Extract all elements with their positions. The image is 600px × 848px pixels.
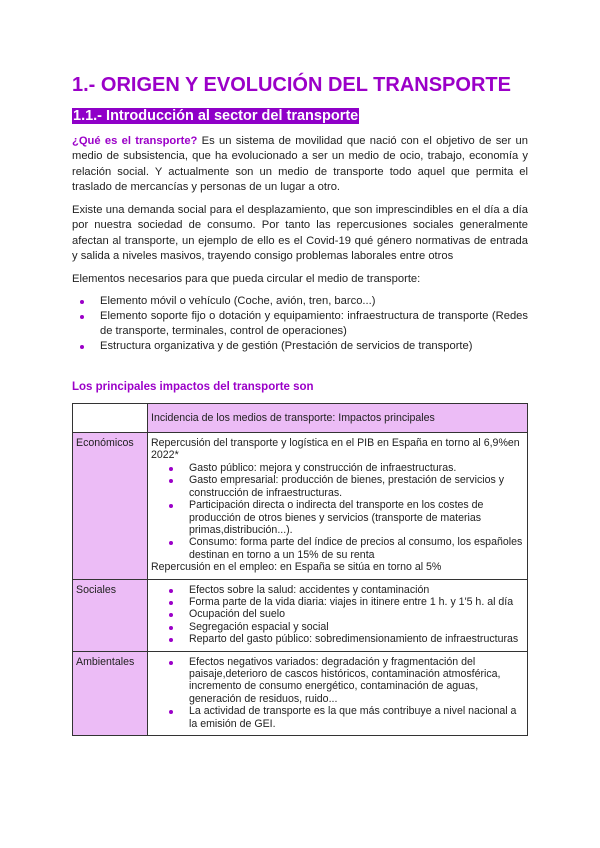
list-item: Ocupación del suelo	[189, 608, 524, 620]
list-item: Efectos negativos variados: degradación y fragmentación del paisaje,deterioro de cascos históricos, contaminación atmosférica, incremento de consumo energético, contaminación de aguas, generación de residuos, ruido...	[189, 656, 524, 706]
list-item: Reparto del gasto público: sobredimensionamiento de infraestructuras	[189, 633, 524, 645]
row-label: Sociales	[73, 579, 148, 651]
table-header: Incidencia de los medios de transporte: Impactos principales	[148, 403, 528, 432]
empty-cell	[73, 403, 148, 432]
table-row	[73, 403, 528, 432]
impacts-heading: Los principales impactos del transporte son	[72, 380, 314, 393]
list-item: Gasto empresarial: producción de bienes, prestación de servicios y construcción de infraestructuras.	[189, 474, 524, 499]
elements-list	[72, 294, 528, 354]
table-row	[73, 651, 528, 735]
paragraph-definition: ¿Qué es el transporte? Es un sistema de movilidad que nació con el objetivo de ser un medio de subsistencia, que ha evolucionado a ser un medio de ocio, trabajo, economía y relación social. Y actualmente son un medio de transporte todo aquel que permita el traslado de mercancías y personas de un lugar a otro.	[72, 135, 528, 193]
document-page	[72, 72, 528, 736]
paragraph-demand: Existe una demanda social para el desplazamiento, que son imprescindibles en el día a día por nuestra sociedad de consumo. Por tanto las repercusiones sociales generalmente afectan al transporte, un ejemplo de ello es el Covid-19 qué género normativas de entrada y salida a niveles masivos, trayendo consigo problemas laborales entre otros	[72, 204, 528, 263]
question-highlight: ¿Qué es el transporte?	[72, 135, 198, 147]
list-item: Participación directa o indirecta del transporte en los costes de producción de otros bienes y servicios (transporte de materias primas,distribución...).	[189, 499, 524, 536]
row-content: Repercusión del transporte y logística en el PIB en España en torno al 6,9%en 2022* Gasto público: mejora y construcción de infraestructuras. Gasto empresarial: producción de bienes, prestación de servicios y construcción de infraestructuras. Participación directa o indirecta del transporte en los costes de producción de otros bienes y servicios (transporte de materias primas,distribución...). Consumo: forma parte del índice de precios al consumo, los españoles destinan en torno a un 15% de su renta Repercusión en el empleo: en España se sitúa en torno al 5%	[148, 433, 528, 579]
list-item: La actividad de transporte es la que más contribuye a nivel nacional a la emisión de GEI.	[189, 705, 524, 730]
list-item: Estructura organizativa y de gestión (Prestación de servicios de transporte)	[100, 339, 528, 354]
table-row	[73, 579, 528, 651]
paragraph-elements-intro: Elementos necesarios para que pueda circular el medio de transporte:	[72, 273, 421, 286]
list-item: Elemento móvil o vehículo (Coche, avión, tren, barco...)	[100, 294, 528, 309]
list-item: Segregación espacial y social	[189, 621, 524, 633]
list-item: Elemento soporte fijo o dotación y equipamiento: infraestructura de transporte (Redes de transporte, terminales, control de operaciones)	[100, 309, 528, 337]
list-item: Consumo: forma parte del índice de precios al consumo, los españoles destinan en torno a un 15% de su renta	[189, 536, 523, 561]
table-row	[73, 433, 528, 579]
section-heading: 1.1.- Introducción al sector del transporte	[73, 108, 359, 124]
impacts-table	[72, 403, 528, 736]
row-label: Económicos	[73, 433, 148, 579]
list-item: Efectos sobre la salud: accidentes y contaminación	[189, 584, 524, 596]
row-content	[148, 579, 528, 651]
list-item: Gasto público: mejora y construcción de infraestructuras.	[189, 462, 524, 474]
row-label: Ambientales	[73, 651, 148, 735]
page-title: 1.- ORIGEN Y EVOLUCIÓN DEL TRANSPORTE	[72, 74, 511, 96]
list-item: Forma parte de la vida diaria: viajes in itinere entre 1 h. y 1'5 h. al día	[189, 596, 524, 608]
row-content	[148, 651, 528, 735]
